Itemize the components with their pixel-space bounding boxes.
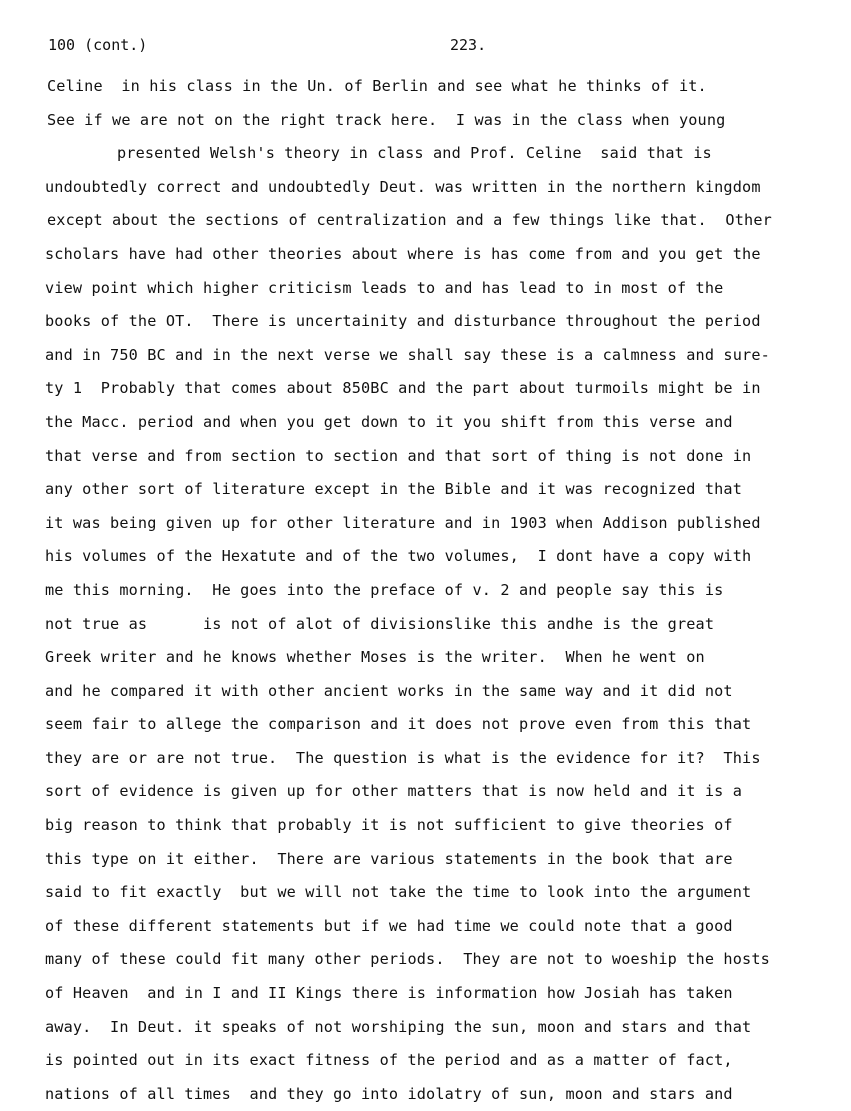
text-line: away. In Deut. it speaks of not worshiping the sun, moon and stars and that <box>45 1017 752 1036</box>
text-line: not true as is not of alot of divisionslike this andhe is the great <box>45 614 715 633</box>
text-line: any other sort of literature except in the Bible and it was recognized that <box>45 480 743 499</box>
text-line: said to fit exactly but we will not take the time to look into the argument <box>45 883 752 902</box>
section-label: 100 (cont.) <box>48 36 148 54</box>
text-line: of Heaven and in I and II Kings there is information how Josiah has taken <box>45 984 733 1003</box>
text-line: seem fair to allege the comparison and it does not prove even from this that <box>45 715 752 734</box>
text-line: except about the sections of centralization and a few things like that. Other <box>47 211 772 230</box>
text-line: Celine in his class in the Un. of Berlin and see what he thinks of it. <box>47 77 707 95</box>
text-line: scholars have had other theories about where is has come from and you get the <box>45 244 761 263</box>
text-line: of these different statements but if we had time we could note that a good <box>45 916 733 935</box>
text-line: that verse and from section to section and that sort of thing is not done in <box>45 446 752 465</box>
text-line: and he compared it with other ancient works in the same way and it did not <box>45 681 733 700</box>
text-line: See if we are not on the right track here. I was in the class when young <box>47 110 726 129</box>
text-line: me this morning. He goes into the preface of v. 2 and people say this is <box>45 580 724 599</box>
text-line: ty 1 Probably that comes about 850BC and the part about turmoils might be in <box>45 379 761 398</box>
body-text <box>47 70 821 1111</box>
text-line: many of these could fit many other periods. They are not to woeship the hosts <box>45 950 770 969</box>
page-header <box>48 36 811 60</box>
page-number: 223. <box>450 36 487 54</box>
text-line: his volumes of the Hexatute and of the two volumes, I dont have a copy with <box>45 547 752 566</box>
text-line: the Macc. period and when you get down to it you shift from this verse and <box>45 412 733 431</box>
text-line: sort of evidence is given up for other matters that is now held and it is a <box>45 782 743 801</box>
text-line: they are or are not true. The question is what is the evidence for it? This <box>45 748 761 767</box>
text-line: presented Welsh's theory in class and Prof. Celine said that is <box>117 144 712 163</box>
text-line: view point which higher criticism leads to and has lead to in most of the <box>45 278 724 297</box>
text-line: this type on it either. There are various statements in the book that are <box>45 849 733 868</box>
text-line: undoubtedly correct and undoubtedly Deut. was written in the northern kingdom <box>45 177 761 196</box>
text-line: books of the OT. There is uncertainity and disturbance throughout the period <box>45 312 761 331</box>
text-line: it was being given up for other literature and in 1903 when Addison published <box>45 513 761 532</box>
text-line: is pointed out in its exact fitness of the period and as a matter of fact, <box>45 1051 733 1070</box>
text-line: Greek writer and he knows whether Moses is the writer. When he went on <box>45 648 705 667</box>
text-line: nations of all times and they go into idolatry of sun, moon and stars and <box>45 1084 733 1103</box>
text-line: big reason to think that probably it is not sufficient to give theories of <box>45 816 733 835</box>
text-line: and in 750 BC and in the next verse we shall say these is a calmness and sure- <box>45 345 770 364</box>
